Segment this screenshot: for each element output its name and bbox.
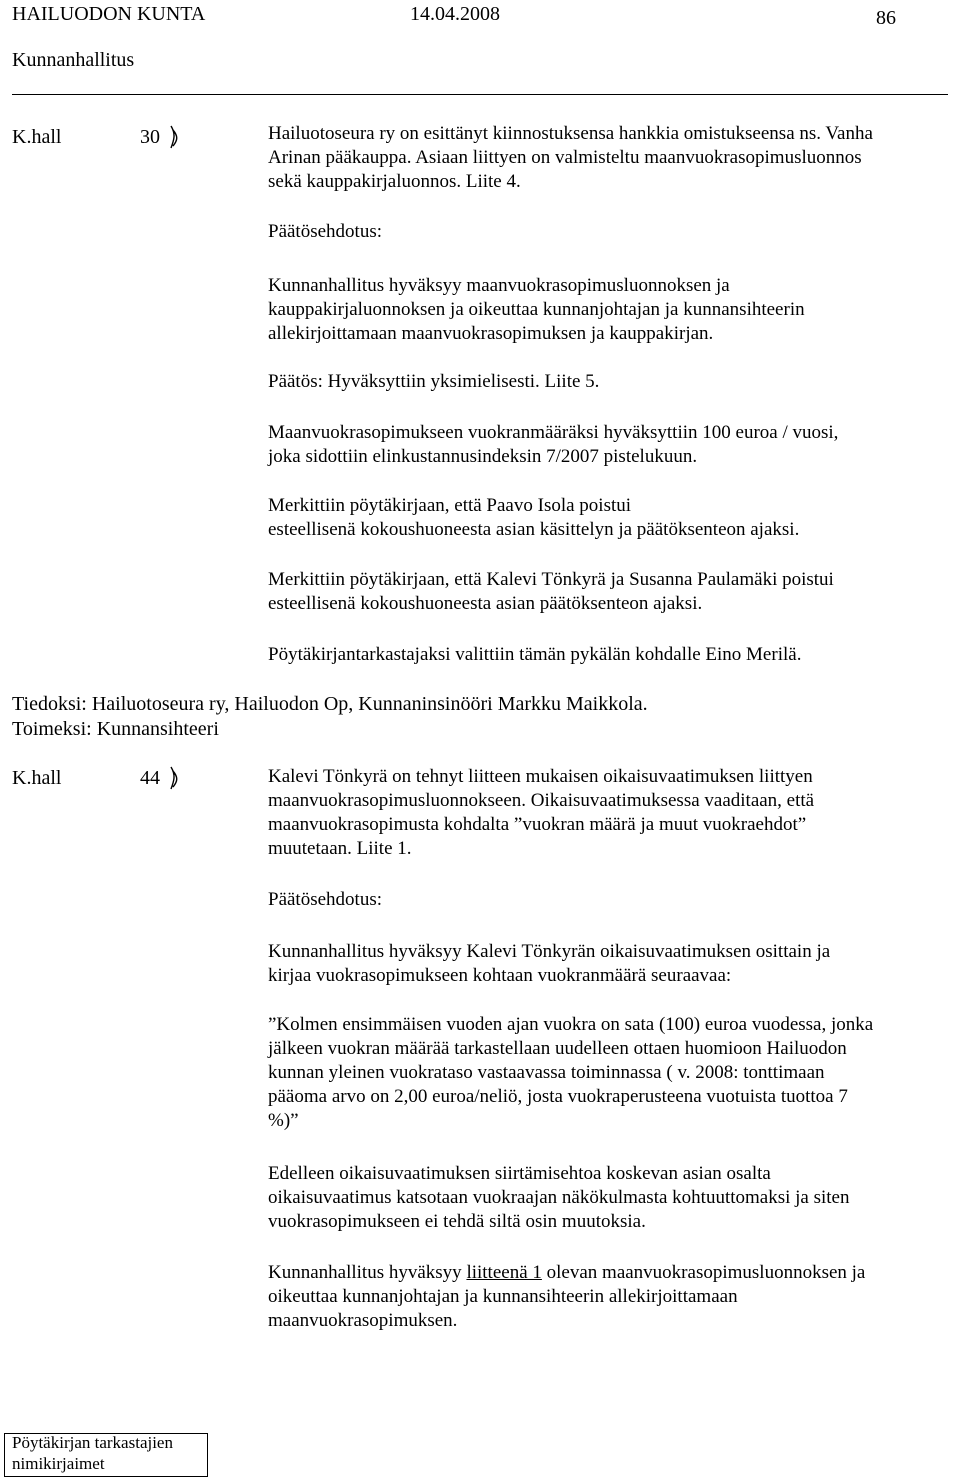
attachment-link[interactable]: liitteenä 1 — [466, 1262, 542, 1283]
section-number: 44 — [140, 767, 160, 789]
text-line: ”Kolmen ensimmäisen vuoden ajan vuokra on sata (100) euroa vuodessa, jonka — [268, 1014, 874, 1035]
text-line: maanvuokrasopimuksen. — [268, 1310, 458, 1331]
page-number: 86 — [876, 7, 896, 29]
proposal-label: Päätösehdotus: — [268, 221, 382, 242]
section-label: K.hall — [12, 126, 62, 148]
section30-note2 — [268, 568, 958, 616]
final-post: olevan maanvuokrasopimusluonnoksen ja — [541, 1262, 866, 1283]
decision-text: Päätös: Hyväksyttiin yksimielisesti. Liite 5. — [268, 371, 600, 392]
section-sign-icon — [168, 765, 182, 791]
section30-note1 — [268, 494, 958, 542]
text-line: Hailuotoseura ry on esittänyt kiinnostuksensa hankkia omistukseensa ns. Vanha — [268, 123, 873, 144]
text-line: Arinan pääkauppa. Asiaan liittyen on valmisteltu maanvuokrasopimusluonnos — [268, 147, 862, 168]
section30-checker — [268, 643, 958, 667]
footer-label-line1: Pöytäkirjan tarkastajien — [12, 1433, 173, 1452]
text-line: Merkittiin pöytäkirjaan, että Kalevi Tönkyrä ja Susanna Paulamäki poistui — [268, 569, 834, 590]
text-line: Merkittiin pöytäkirjaan, että Paavo Isola poistui — [268, 495, 632, 516]
section44-final — [268, 1261, 958, 1333]
header-org: HAILUODON KUNTA — [12, 3, 206, 25]
info-line: Tiedoksi: Hailuotoseura ry, Hailuodon Op, Kunnaninsinööri Markku Maikkola. — [12, 693, 648, 715]
text-line: vuokrasopimukseen ei tehdä siltä osin muutoksia. — [268, 1211, 646, 1232]
final-pre: Kunnanhallitus hyväksyy — [268, 1262, 467, 1283]
section-sign-icon — [168, 124, 182, 150]
text-line: Edelleen oikaisuvaatimuksen siirtämisehtoa koskevan asian osalta — [268, 1163, 771, 1184]
checker-text: Pöytäkirjantarkastajaksi valittiin tämän pykälän kohdalle Eino Merilä. — [268, 644, 802, 665]
text-line: esteellisenä kokoushuoneesta asian käsittelyn ja päätöksenteon ajaksi. — [268, 519, 800, 540]
actions-line: Toimeksi: Kunnansihteeri — [12, 718, 219, 740]
header-body: Kunnanhallitus — [12, 49, 135, 71]
text-line: kauppakirjaluonnoksen ja oikeuttaa kunnanjohtajan ja kunnansihteerin — [268, 299, 805, 320]
text-line: Kunnanhallitus hyväksyy maanvuokrasopimusluonnoksen ja — [268, 275, 730, 296]
section44-proposal — [268, 940, 958, 988]
header-rule — [12, 94, 948, 95]
header-date: 14.04.2008 — [410, 3, 500, 25]
text-line — [268, 1261, 958, 1285]
section44-quote — [268, 1013, 958, 1133]
text-line: oikeuttaa kunnanjohtajan ja kunnansihteerin allekirjoittamaan — [268, 1286, 738, 1307]
section-number: 30 — [140, 126, 160, 148]
text-line: Kalevi Tönkyrä on tehnyt liitteen mukaisen oikaisuvaatimuksen liittyen — [268, 766, 813, 787]
section30-proposal — [268, 274, 958, 346]
footer-label-line2: nimikirjaimet — [12, 1454, 105, 1473]
text-line: Maanvuokrasopimukseen vuokranmääräksi hyväksyttiin 100 euroa / vuosi, — [268, 422, 839, 443]
text-line: joka sidottiin elinkustannusindeksin 7/2007 pistelukuun. — [268, 446, 698, 467]
text-line: muutetaan. Liite 1. — [268, 838, 412, 859]
text-line: allekirjoittamaan maanvuokrasopimuksen ja kauppakirjan. — [268, 323, 714, 344]
text-line: pääoma arvo on 2,00 euroa/neliö, josta vuokraperusteena vuotuista tuottoa 7 — [268, 1086, 848, 1107]
section44-proposal-label — [268, 888, 958, 912]
section30-decision — [268, 370, 958, 394]
section30-intro — [268, 122, 958, 194]
section30-rent — [268, 421, 958, 469]
proposal-label: Päätösehdotus: — [268, 889, 382, 910]
text-line: maanvuokrasopimusluonnokseen. Oikaisuvaatimuksessa vaaditaan, että — [268, 790, 815, 811]
section44-further — [268, 1162, 958, 1234]
text-line: kirjaa vuokrasopimukseen kohtaan vuokranmäärä seuraavaa: — [268, 965, 732, 986]
text-line: oikaisuvaatimus katsotaan vuokraajan näkökulmasta kohtuuttomaksi ja siten — [268, 1187, 850, 1208]
text-line: maanvuokrasopimusta kohdalta ”vuokran määrä ja muut vuokraehdot” — [268, 814, 807, 835]
text-line: Kunnanhallitus hyväksyy Kalevi Tönkyrän oikaisuvaatimuksen osittain ja — [268, 941, 831, 962]
section-label: K.hall — [12, 767, 62, 789]
text-line: %)” — [268, 1110, 299, 1131]
text-line: sekä kauppakirjaluonnos. Liite 4. — [268, 171, 521, 192]
text-line: kunnan yleinen vuokrataso vastaavassa toiminnassa ( v. 2008: tonttimaan — [268, 1062, 825, 1083]
text-line: jälkeen vuokran määrää tarkastellaan uudelleen ottaen huomioon Hailuodon — [268, 1038, 847, 1059]
section30-proposal-label — [268, 220, 958, 244]
text-line: esteellisenä kokoushuoneesta asian päätöksenteon ajaksi. — [268, 593, 703, 614]
section44-intro — [268, 765, 958, 861]
